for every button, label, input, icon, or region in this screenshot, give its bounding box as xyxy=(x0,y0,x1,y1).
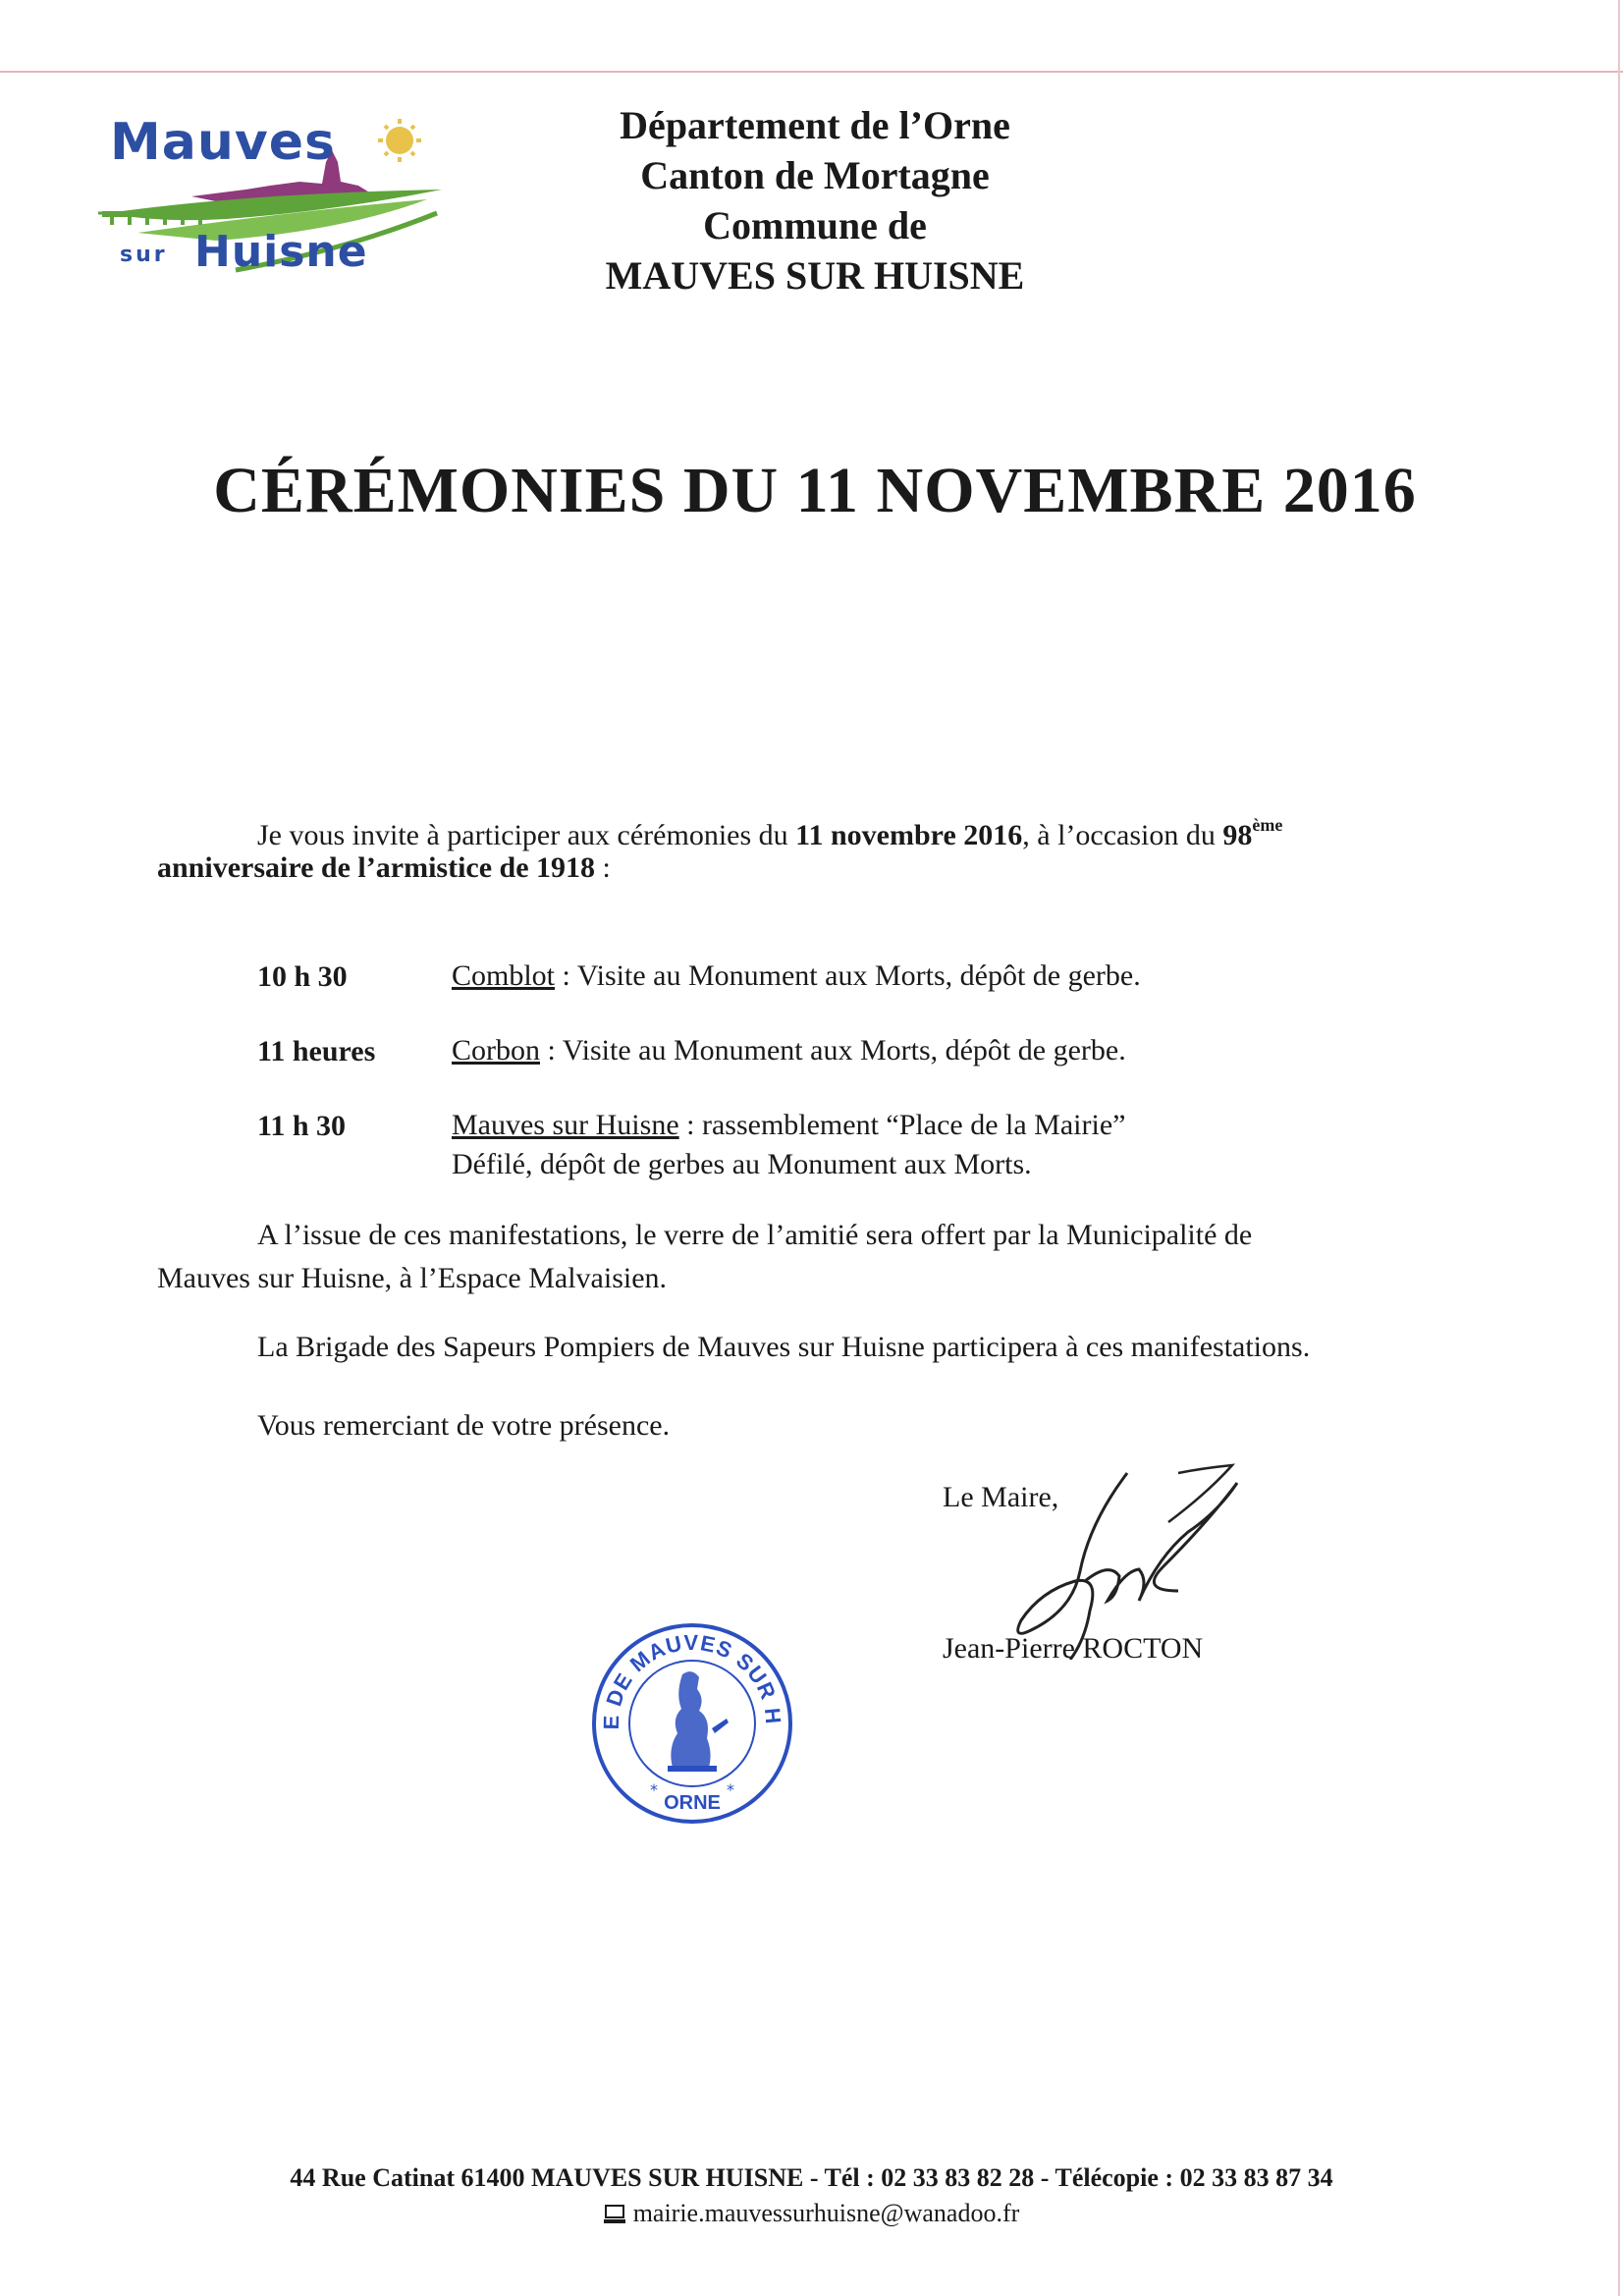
intro-colon: : xyxy=(595,851,611,884)
header-commune-label: Commune de xyxy=(703,203,927,247)
logo-word-mauves: Mauves xyxy=(110,113,336,172)
footer-address: 44 Rue Catinat 61400 MAUVES SUR HUISNE - Tél : 02 33 83 82 28 - Télécopie : 02 33 83 87 34 xyxy=(290,2163,1333,2192)
thanks-paragraph: Vous remerciant de votre présence. xyxy=(257,1409,671,1442)
intro-date: 11 novembre 2016 xyxy=(795,819,1023,851)
intro-ordinal: 98 xyxy=(1222,819,1253,851)
header-department: Département de l’Orne xyxy=(620,103,1010,147)
schedule-item-2 xyxy=(452,1031,1126,1070)
top-divider xyxy=(0,71,1623,73)
svg-text:*: * xyxy=(727,1780,734,1799)
schedule-time-3: 11 h 30 xyxy=(257,1110,347,1142)
intro-text-2: , à l’occasion du xyxy=(1022,819,1223,851)
header-canton: Canton de Mortagne xyxy=(640,153,990,197)
stamp-text-bottom: ORNE xyxy=(664,1792,721,1814)
footer-email[interactable]: mairie.mauvessurhuisne@wanadoo.fr xyxy=(632,2199,1020,2227)
letterhead xyxy=(550,100,1080,301)
schedule-desc-3-line-2: Défilé, dépôt de gerbes au Monument aux Morts. xyxy=(452,1148,1032,1180)
logo-word-huisne: Huisne xyxy=(194,227,368,277)
footer xyxy=(0,2160,1623,2234)
computer-icon xyxy=(604,2199,625,2234)
stamp-text-top: E DE MAUVES SUR H xyxy=(598,1629,786,1730)
schedule-item-3 xyxy=(452,1106,1125,1145)
commune-logo xyxy=(98,103,452,285)
issue-line-2: Mauves sur Huisne, à l’Espace Malvaisien. xyxy=(157,1262,668,1294)
intro-armistice: anniversaire de l’armistice de 1918 xyxy=(157,851,596,884)
intro-text-1: Je vous invite à participer aux cérémonies du xyxy=(257,819,796,851)
svg-text:*: * xyxy=(650,1780,658,1799)
town-hall-stamp xyxy=(589,1620,795,1827)
schedule-desc-2: : Visite au Monument aux Morts, dépôt de gerbe. xyxy=(540,1034,1126,1066)
handwritten-signature xyxy=(992,1453,1247,1660)
intro-ordinal-suffix: ème xyxy=(1252,815,1283,835)
issue-line-1: A l’issue de ces manifestations, le verre de l’amitié sera offert par la Municipalité de xyxy=(257,1219,1253,1251)
schedule-desc-1: : Visite au Monument aux Morts, dépôt de gerbe. xyxy=(555,959,1141,992)
schedule-place-3: Mauves sur Huisne xyxy=(452,1109,679,1141)
intro-line-2 xyxy=(157,847,611,890)
header-commune-name: MAUVES SUR HUISNE xyxy=(605,253,1025,298)
footer-email-line xyxy=(0,2196,1623,2234)
schedule-desc-3: : rassemblement “Place de la Mairie” xyxy=(678,1109,1126,1141)
brigade-paragraph: La Brigade des Sapeurs Pompiers de Mauves sur Huisne participera à ces manifestations. xyxy=(257,1331,1311,1363)
schedule-time-1: 10 h 30 xyxy=(257,960,348,993)
stamp-seal-icon xyxy=(589,1620,795,1827)
mayor-name: Jean-Pierre ROCTON xyxy=(943,1632,1204,1665)
schedule-time-2: 11 heures xyxy=(257,1035,376,1067)
schedule-item-1 xyxy=(452,957,1141,996)
schedule-place-2: Corbon xyxy=(452,1034,540,1066)
right-divider xyxy=(1618,0,1620,2296)
signature-label: Le Maire, xyxy=(943,1481,1059,1513)
schedule-place-1: Comblot xyxy=(452,959,556,992)
document-title: CÉRÉMONIES DU 11 NOVEMBRE 2016 xyxy=(213,455,1417,526)
logo-word-sur: sur xyxy=(120,243,168,267)
